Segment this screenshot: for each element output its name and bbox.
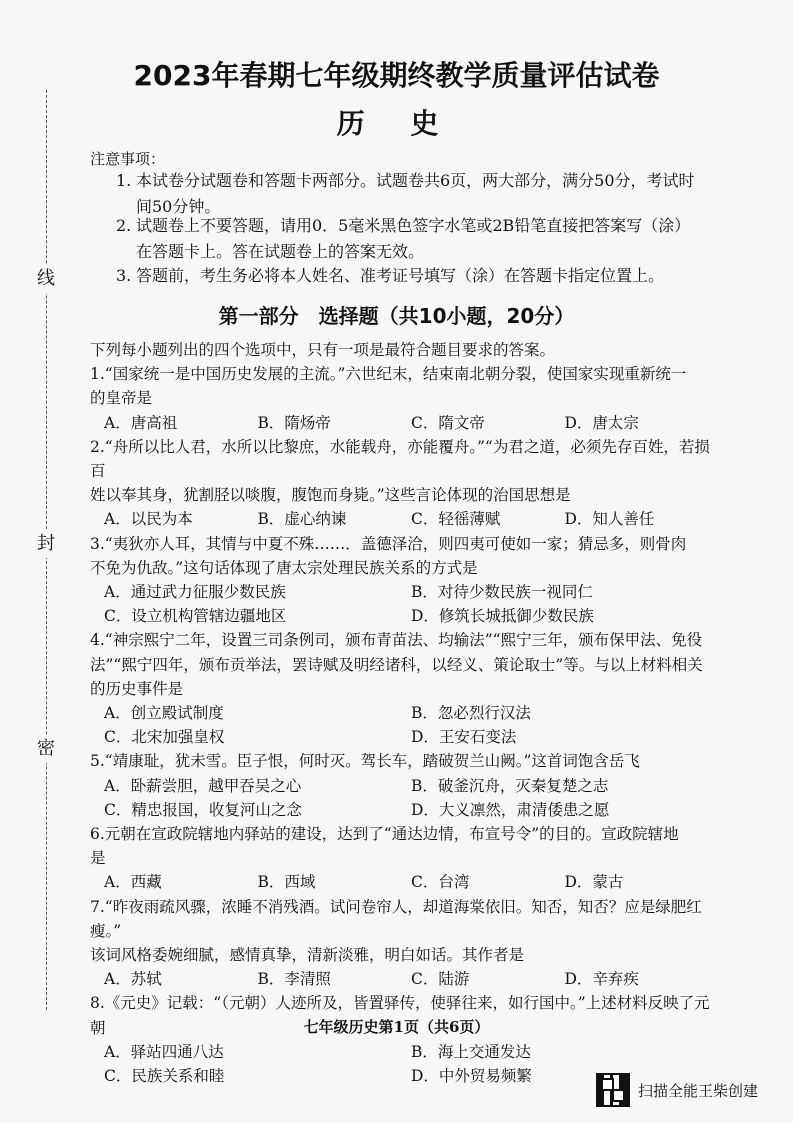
- options: [90, 580, 718, 604]
- option: D．蒙古: [564, 873, 624, 892]
- option: A．以民为本: [104, 510, 193, 529]
- option: C．设立机构管辖边疆地区: [104, 607, 287, 626]
- options: [90, 604, 718, 628]
- option: A．创立殿试制度: [104, 704, 224, 723]
- question: 5.“靖康耻，犹未雪。臣子恨，何时灭。驾长车，踏破贺兰山阙。”这首词饱含岳飞 A．卧薪尝胆，越甲吞吴之心 B．破釜沉舟，灭秦复楚之志 C．精忠报国，收复河山之念 D．大义凛然，肃清倭患之愿: [90, 749, 718, 822]
- binding-char-secret: 密: [37, 735, 55, 763]
- option: C．北宋加强皇权: [104, 728, 225, 747]
- options: [90, 411, 718, 435]
- option: D．知人善任: [564, 510, 655, 529]
- option: A．苏轼: [104, 970, 162, 989]
- option: C．民族关系和睦: [104, 1067, 225, 1086]
- notice-item: 3. 答题前，考生务必将本人姓名、准考证号填写（涂）在答题卡指定位置上。: [116, 266, 665, 285]
- options: [90, 507, 718, 531]
- option: B．隋炀帝: [257, 413, 331, 432]
- questions-area: [90, 338, 718, 1088]
- options: [90, 798, 718, 822]
- question: 7.“昨夜雨疏风骤，浓睡不消残酒。试问卷帘人，却道海棠依旧。知否，知否？应是绿肥红瘦。” 该词风格委婉细腻，感情真挚，清新淡雅，明白如话。其作者是 A．苏轼 B．李清照 C．陆游 D．辛弃疾: [90, 895, 718, 992]
- option: D．大义凛然，肃清倭患之愿: [411, 800, 610, 819]
- option: B．忽必烈行汉法: [411, 704, 531, 723]
- page-footer: 七年级历史第1页（共6页）: [303, 1018, 490, 1036]
- option: D．辛弃疾: [564, 970, 639, 989]
- option: A．通过武力征服少数民族: [104, 583, 286, 602]
- instruction-text: 下列每小题列出的四个选项中，只有一项是最符合题目要求的答案。: [90, 341, 556, 359]
- option: C．台湾: [411, 873, 470, 892]
- option: B．破釜沉舟，灭秦复楚之志: [411, 776, 609, 795]
- options: [90, 701, 718, 725]
- option: B．对待少数民族一视同仁: [411, 583, 593, 602]
- exam-subject: 历 史: [336, 107, 457, 140]
- binding-char-seal: 封: [37, 530, 55, 558]
- option: C．轻徭薄赋: [411, 510, 501, 529]
- option: A．驿站四通八达: [104, 1042, 224, 1061]
- question: 3.“夷狄亦人耳，其情与中夏不殊……．盖德泽洽，则四夷可使如一家；猜忌多，则骨肉 不免为仇敌。”这句话体现了唐太宗处理民族关系的方式是 A．通过武力征服少数民族 B．对待少数民族一视同仁 C．设立机构管辖边疆地区 D．修筑长城抵御少数民族: [90, 532, 718, 629]
- option: C．精忠报国，收复河山之念: [104, 800, 302, 819]
- options: [90, 967, 718, 991]
- options: [90, 774, 718, 798]
- options: [90, 725, 718, 749]
- question: 4.“神宗熙宁二年，设置三司条例司，颁布青苗法、均输法”“熙宁三年，颁布保甲法、免役 法”“熙宁四年，颁布贡举法，罢诗赋及明经诸科，以经义、策论取士”等。与以上材料相关 的历史事件是 A．创立殿试制度 B．忽必烈行汉法 C．北宋加强皇权 D．王安石变法: [90, 628, 718, 749]
- option: B．海上交通发达: [411, 1042, 531, 1061]
- exam-title: 2023年春期七年级期终教学质量评估试卷: [133, 59, 660, 92]
- option: D．王安石变法: [411, 728, 517, 747]
- question: 2.“舟所以比人君，水所以比黎庶，水能载舟，亦能覆舟。”“为君之道，必须先存百姓，若损百 姓以奉其身，犹割胫以啖腹，腹饱而身毙。”这些言论体现的治国思想是 A．以民为本 B．虚心纳谏 C．轻徭薄赋 D．知人善任: [90, 435, 718, 532]
- question: 8.《元史》记载：“（元朝）人迹所及，皆置驿传，使驿往来，如行国中。”上述材料反映了元朝 A．驿站四通八达 B．海上交通发达 C．民族关系和睦 D．中外贸易频繁: [90, 991, 718, 1088]
- options: [90, 870, 718, 894]
- section-heading: 第一部分 选择题（共10小题，20分）: [218, 304, 575, 328]
- option: B．西域: [257, 873, 316, 892]
- question: 6.元朝在宣政院辖地内驿站的建设，达到了“通达边情，布宣号令”的目的。宣政院辖地 是 A．西藏 B．西域 C．台湾 D．蒙古: [90, 822, 718, 895]
- notice-item: 1. 本试卷分试题卷和答题卡两部分。试题卷共6页，两大部分，满分50分，考试时 间50分钟。: [116, 171, 695, 216]
- option: A．西藏: [104, 873, 162, 892]
- notice-heading: 注意事项：: [90, 150, 166, 168]
- option: C．陆游: [411, 970, 470, 989]
- options: [90, 1040, 718, 1064]
- option: B．虚心纳谏: [257, 510, 347, 529]
- option: B．李清照: [257, 970, 331, 989]
- option: A．唐高祖: [104, 413, 178, 432]
- binding-char-line: 线: [37, 265, 55, 293]
- option: D．修筑长城抵御少数民族: [411, 607, 594, 626]
- option: C．隋文帝: [411, 413, 485, 432]
- question: 1.“国家统一是中国历史发展的主流。”六世纪末，结束南北朝分裂，使国家实现重新统一 的皇帝是 A．唐高祖 B．隋炀帝 C．隋文帝 D．唐太宗: [90, 362, 718, 435]
- option: D．唐太宗: [564, 413, 639, 432]
- notice-item: 2. 试题卷上不要答题，请用0．5毫米黑色签字水笔或2B铅笔直接把答案写（涂） 在答题卡上。答在试题卷上的答案无效。: [116, 216, 691, 261]
- scanner-watermark: [596, 1073, 758, 1107]
- watermark-text: 扫描全能王柴创建: [638, 1081, 759, 1100]
- option: A．卧薪尝胆，越甲吞吴之心: [104, 776, 302, 795]
- option: D．中外贸易频繁: [411, 1067, 532, 1086]
- qr-code-icon: [596, 1073, 630, 1107]
